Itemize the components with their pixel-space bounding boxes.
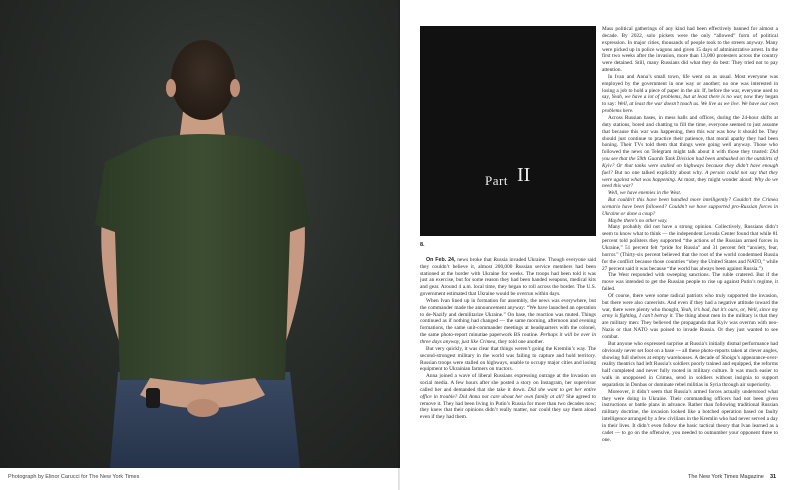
man-back-photo-icon <box>0 0 400 468</box>
body-text: Maybe there’s no other way. <box>608 217 668 224</box>
body-text: When Ivan lined up in formation for assembly, the news was everywhere, but the commander made the announcement anyway: “We have launched an operation to de-Nazify and demilitarize Ukraine.” On base, the reaction was muted. Things continued as if nothing had changed — the same morning, afternoon and evening formations, the same unit-commander meetings at headquarters with the colonel, the same photo-report minutiae paperwork BS routine. <box>420 297 596 339</box>
paragraph <box>420 257 596 298</box>
footer-magazine-name: The New York Times Magazine <box>688 474 764 480</box>
paragraph <box>602 197 778 218</box>
body-text: But very quickly, it was clear that things weren’t going the Kremlin’s way. The second-strongest military in the world was failing to capture and hold territory. Russian troops were stalled on highways, unable to occupy major cities and losing equipment to Ukrainian farmers on tractors. <box>420 345 596 373</box>
body-text: But couldn’t this have been handled more intelligently? Couldn’t the Crimea scenario have been followed? Couldn’t we have supported pro-Russian forces in Ukraine or done a coup? <box>602 197 778 217</box>
paragraph <box>602 389 778 444</box>
paragraph <box>602 293 778 341</box>
italic-text: Perhaps it will be over in three days anyway, just like Crimea, <box>420 332 596 345</box>
left-column-body <box>420 257 596 421</box>
italic-text: Did you see that the 59th Guards Tank Division had been ambushed on the outskirts of Kyiv? Or that tanks were stalled on highways because they didn’t have enough fuel? <box>602 149 778 176</box>
article-column-right <box>602 26 778 470</box>
body-text: now they began to say: <box>602 94 778 108</box>
italic-text: Yeah, we have a lot of problems, but at least there is no war, <box>611 94 743 101</box>
paragraph <box>602 272 778 293</box>
lead-in: On Feb. 24, <box>426 256 456 263</box>
italic-text: Why do we need this war? <box>602 176 778 190</box>
paragraph <box>602 74 778 115</box>
body-text: news broke that Russia invaded Ukraine. Though everyone said they couldn’t believe it, almost 200,000 Russian service members had been stationed at the border with Ukraine for weeks. The troops had been told it was just an exercise, but for some reason they had been handed weapons, medical kits and gear. Around 4 a.m. local time, they began to roll across the border. The U.S. government estimated that Ukraine would be overrun within days. <box>420 256 596 298</box>
italic-text: Yeah, it’s bad, but it’s ours, or, Well, since my army is fighting, I can’t betray it. <box>602 306 778 320</box>
paragraph <box>602 224 778 272</box>
body-text: Of course, there were some radical patriots who truly supported the invasion, but there were also careerists. And even if they had a negative attitude toward the war, there were plenty who thought, <box>602 292 778 313</box>
body-text: Across Russian bases, in mess halls and offices, during the 24-hour shifts at duty stations, bored and chatting to fill the time, everyone seemed to just assume that because this war was happening, then this war was how it should be. They should just continue to practice their patience, that moral apathy they had been honing. Their TVs told them that things were going well anyway. Those who followed the news on Telegram might talk about it with those they trusted: <box>602 114 778 156</box>
footer-page-number: 31 <box>770 474 777 480</box>
body-text: Well, we have enemies in the West. <box>608 190 682 197</box>
italic-text: Well, at least the war doesn’t touch us. We live as we live. We have our own problems here. <box>602 101 778 115</box>
part-label: Part <box>485 173 508 188</box>
photo <box>0 0 400 468</box>
body-text: In Ivan and Anna’s small town, life went on as usual. Most everyone was employed by the government in one way or another; no one was interested in losing a job to hold a piece of paper in the air. If, before the war, everyone used to say, <box>602 73 778 101</box>
right-page <box>400 0 800 490</box>
body-text: At most, they might wonder aloud: <box>676 176 755 183</box>
body-text: Many probably did not have a strong opinion. Collectively, Russians didn’t seem to know what to think — the independent Levada Center found that while 81 percent told pollsters they supported “the actions of the Russian armed forces in Ukraine,” 51 percent felt “pride for Russia” and 31 percent felt “anxiety, fear, horror.” (Thirty-six percent believed that the root of the world condemned Russia for the conflict because those countries “obey the United States and NATO,” while 27 percent said it was because “the world has always been against Russia.”) <box>602 224 778 272</box>
right-column-body <box>602 26 778 443</box>
italic-text: Did she want to get her entire office in trouble? Did Anna not care about her own family at all? <box>420 386 596 400</box>
part-numeral: II <box>517 164 531 186</box>
paragraph <box>420 373 596 421</box>
section-number: 8. <box>420 242 425 248</box>
article-column-left <box>420 242 596 470</box>
photo-credit: Photograph by Elinor Carucci for The New York Times <box>8 474 140 480</box>
body-text: they told one another. <box>496 338 544 345</box>
paragraph <box>602 190 778 197</box>
body-text: She agreed to remove it. They had been living in Putin’s Russia for more than two decades now; they knew that their opinions didn’t really matter, nor could they say them aloud even if they had them. <box>420 393 596 421</box>
body-text: Moreover, it didn’t seem that Russia’s armed forces actually understood what they were doing in Ukraine. Their commanding officers had not been given instructions or battle plans in advance. Rather than following traditional Russian military doctrine, the invasion looked like a botched operation based on faulty intelligence arranged by a few civilians in the Kremlin who had never served a day in their lives. It didn’t even follow the basic tactical theory that Ivan learned as a cadet — to go on the offensive, you needed to outnumber your opponent three to one. <box>602 388 778 443</box>
part-title-box <box>420 26 596 236</box>
body-text: Mass political gatherings of any kind had been effectively banned for almost a decade. By 2022, solo pickets were the only “allowed” form of political expression. In major cities, thousands of people took to the streets anyway. Many were picked up in police wagons and given 15 days of administrative arrest. In the first two weeks after the invasion, more than 13,000 protesters across the country were detained. Still, many Russians did what they do best: They tried not to pay attention. <box>602 26 778 74</box>
paragraph <box>602 115 778 190</box>
paragraph <box>602 218 778 225</box>
body-text: The thing about men in the military is that they are military men: They believed the propaganda that Kyiv was overrun with neo-Nazis or that NATO was poised to invade Russia. Or they just wanted to see combat. <box>602 313 778 340</box>
paragraph <box>602 341 778 389</box>
body-text: But no one talked explicitly about why. <box>612 169 706 176</box>
body-text: Anna joined a wave of liberal Russians expressing outrage at the invasion on social media. A few hours after she posted a story on Instagram, her supervisor called her and demanded that she take it down. <box>420 373 596 393</box>
italic-text: A person could not say that they were against what was happening. <box>602 169 778 183</box>
body-text: The West responded with sweeping sanctions. The ruble cratered. But if the move was intended to get the Russian people to rise up against Putin’s regime, it failed. <box>602 272 778 293</box>
paragraph <box>420 298 596 346</box>
paragraph <box>602 26 778 74</box>
body-text: But anyone who expressed surprise at Russia’s initially dismal performance had obviously never set foot on a base — all these photo-reports taken at clever angles, showing full shelves at empty warehouses. A decade of Shoigu’s appearance-over-reality theatrics had left Russia’s soldiers poorly trained and equipped, the reforms half completed and never fully rooted in military culture. It was much easier to walk in unopposed in Crimea, send in soldiers without insignia to support separatists in Donbas or dominate rebel militias in Syria through air superiority. <box>602 340 778 388</box>
paragraph <box>420 346 596 373</box>
